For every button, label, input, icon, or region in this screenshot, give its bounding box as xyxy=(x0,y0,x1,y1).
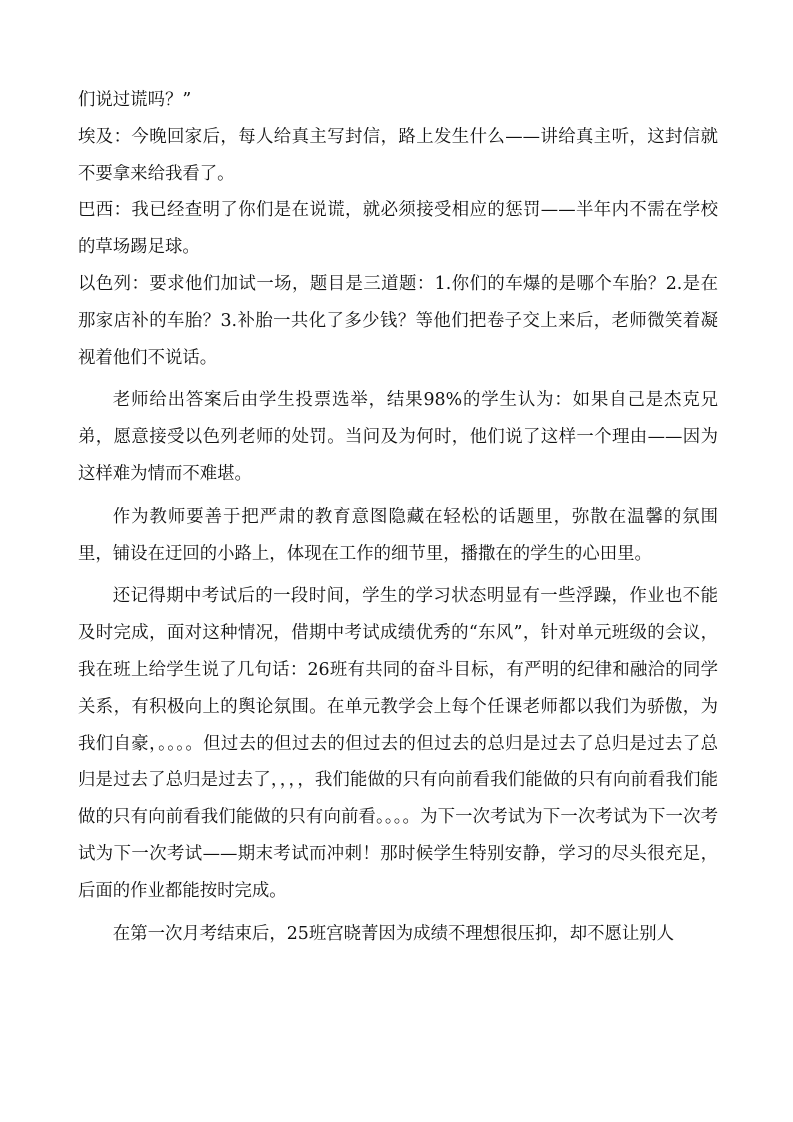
paragraph-egypt: 埃及：今晚回家后，每人给真主写封信，路上发生什么——讲给真主听，这封信就不要拿来给我看了。 xyxy=(78,126,718,184)
paragraph-israel: 以色列：要求他们加试一场，题目是三道题：1.你们的车爆的是哪个车胎？2.是在那家店补的车胎？3.补胎一共化了多少钱？等他们把卷子交上来后，老师微笑着凝视着他们不说话。 xyxy=(78,273,718,368)
paragraph-midterm-story: 还记得期中考试后的一段时间，学生的学习状态明显有一些浮躁，作业也不能及时完成，面对这种情况，借期中考试成绩优秀的“东风”，针对单元班级的会议，我在班上给学生说了几句话：26班有共同的奋斗目标，有严明的纪律和融洽的同学关系，有积极向上的舆论氛围。在单元教学会上每个任课老师都以我们为骄傲，为我们自豪，。。。。但过去的但过去的但过去的但过去的总归是过去了总归是过去了总归是过去了总归是过去了，，，，我们能做的只有向前看我们能做的只有向前看我们能做的只有向前看我们能做的只有向前看。。。。为下一次考试为下一次考试为下一次考试为下一次考试——期末考试而冲刺！那时候学生特别安静，学习的尽头很充足，后面的作业都能按时完成。 xyxy=(78,586,718,901)
paragraph-monthly-exam: 在第一次月考结束后，25班宫晓菁因为成绩不理想很压抑，却不愿让别人 xyxy=(112,923,675,944)
paragraph-vote-result: 老师给出答案后由学生投票选举，结果98%的学生认为：如果自己是杰克兄弟，愿意接受以色列老师的处罚。当问及为何时，他们说了这样一个理由——因为这样难为情而不难堪。 xyxy=(78,390,718,484)
document-page xyxy=(78,82,718,952)
paragraph-brazil: 巴西：我已经查明了你们是在说谎，就必须接受相应的惩罚——半年内不需在学校的草场踢足球。 xyxy=(78,200,718,258)
paragraph-teacher-reflection: 作为教师要善于把严肃的教育意图隐藏在轻松的话题里，弥散在温馨的氛围里，铺设在迂回的小路上，体现在工作的细节里，播撒在的学生的心田里。 xyxy=(78,506,718,564)
paragraph-continuation: 们说过谎吗？” xyxy=(78,90,192,110)
